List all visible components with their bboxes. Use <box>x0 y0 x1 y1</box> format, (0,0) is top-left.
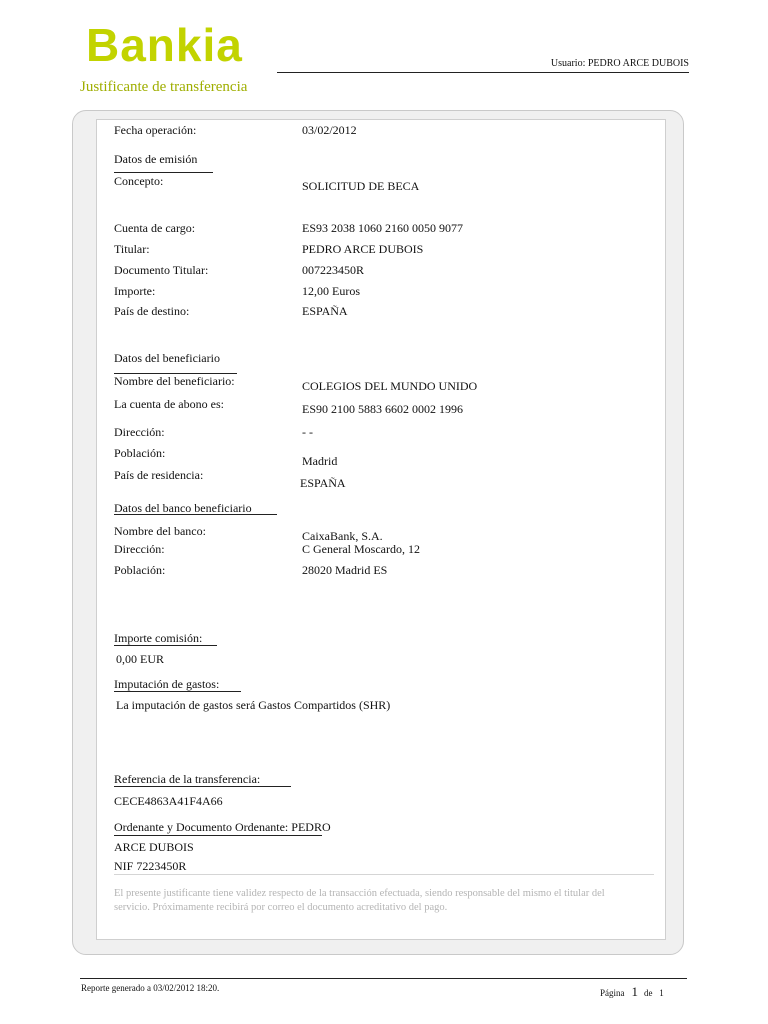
residence-country-value: ESPAÑA <box>300 476 346 490</box>
destination-country-label: País de destino: <box>114 304 190 318</box>
destination-country-value: ESPAÑA <box>302 304 348 318</box>
bank-name-label: Nombre del banco: <box>114 524 206 538</box>
amount-label: Importe: <box>114 284 156 298</box>
credit-account-label: La cuenta de abono es: <box>114 397 224 411</box>
bankia-logo: Bankia <box>86 19 243 71</box>
holder-label: Titular: <box>114 242 150 256</box>
concept-label: Concepto: <box>114 174 164 188</box>
debit-account-label: Cuenta de cargo: <box>114 221 196 235</box>
bank-name-value: CaixaBank, S.A. <box>302 529 383 543</box>
residence-country-label: País de residencia: <box>114 468 204 482</box>
bank-city-value: 28020 Madrid ES <box>302 563 388 577</box>
debit-account-value: ES93 2038 1060 2160 0050 9077 <box>302 221 464 235</box>
holder-document-value: 007223450R <box>302 263 365 277</box>
beneficiary-address-label: Dirección: <box>114 425 165 439</box>
bank-address-value: C General Moscardo, 12 <box>302 542 420 556</box>
beneficiary-address-value: - - <box>302 425 313 439</box>
report-generated: Reporte generado a 03/02/2012 18:20. <box>81 983 220 993</box>
orderer-line <box>114 820 331 835</box>
beneficiary-name-label: Nombre del beneficiario: <box>114 374 235 388</box>
header-divider <box>277 72 689 73</box>
beneficiary-city-label: Población: <box>114 446 166 460</box>
bank-address-label: Dirección: <box>114 542 165 556</box>
beneficiary-city-value: Madrid <box>302 454 338 468</box>
holder-value: PEDRO ARCE DUBOIS <box>302 242 424 256</box>
bank-section-title: Datos del banco beneficiario <box>114 501 252 515</box>
beneficiary-section-title: Datos del beneficiario <box>114 351 220 365</box>
concept-value: SOLICITUD DE BECA <box>302 179 420 193</box>
bank-title-underline <box>114 514 277 515</box>
document-title: Justificante de transferencia <box>80 79 248 95</box>
disclaimer-text: El presente justificante tiene validez respecto de la transacción efectuada, siendo responsable del mismo el titular del servicio. Próximamente recibirá por correo el documento acreditativo del pago. <box>114 888 605 913</box>
orderer-name-rest: ARCE DUBOIS <box>114 840 194 854</box>
reference-title-underline <box>114 786 291 787</box>
disclaimer-divider <box>114 874 654 875</box>
commission-title-underline <box>114 645 217 646</box>
amount-value: 12,00 Euros <box>302 284 360 298</box>
credit-account-value: ES90 2100 5883 6602 0002 1996 <box>302 402 464 416</box>
operation-date-label: Fecha operación: <box>114 123 197 137</box>
orderer-name-first: PEDRO <box>291 820 331 834</box>
emission-title-underline <box>114 172 213 173</box>
page-current: 1 <box>631 984 638 999</box>
beneficiary-name-value: COLEGIOS DEL MUNDO UNIDO <box>302 379 478 393</box>
page-total: 1 <box>659 988 664 998</box>
user-label: Usuario: <box>550 58 586 69</box>
orderer-nif: NIF 7223450R <box>114 859 187 873</box>
expenses-title-underline <box>114 691 241 692</box>
user-name: PEDRO ARCE DUBOIS <box>587 58 689 69</box>
page-indicator <box>600 984 664 1000</box>
commission-title: Importe comisión: <box>114 631 203 645</box>
expenses-title: Imputación de gastos: <box>114 677 220 691</box>
orderer-title: Ordenante y Documento Ordenante: <box>114 820 289 834</box>
reference-title: Referencia de la transferencia: <box>114 772 261 786</box>
emission-section-title: Datos de emisión <box>114 152 198 166</box>
commission-value: 0,00 EUR <box>116 652 164 666</box>
expenses-value: La imputación de gastos será Gastos Compartidos (SHR) <box>116 698 391 712</box>
user-info <box>551 58 689 69</box>
page-of: de <box>644 988 653 998</box>
reference-value: CECE4863A41F4A66 <box>114 794 223 808</box>
bank-city-label: Población: <box>114 563 166 577</box>
operation-date-value: 03/02/2012 <box>302 123 357 137</box>
orderer-title-underline <box>114 835 322 836</box>
holder-document-label: Documento Titular: <box>114 263 209 277</box>
footer-divider <box>80 978 687 979</box>
page-label: Página <box>600 988 625 998</box>
